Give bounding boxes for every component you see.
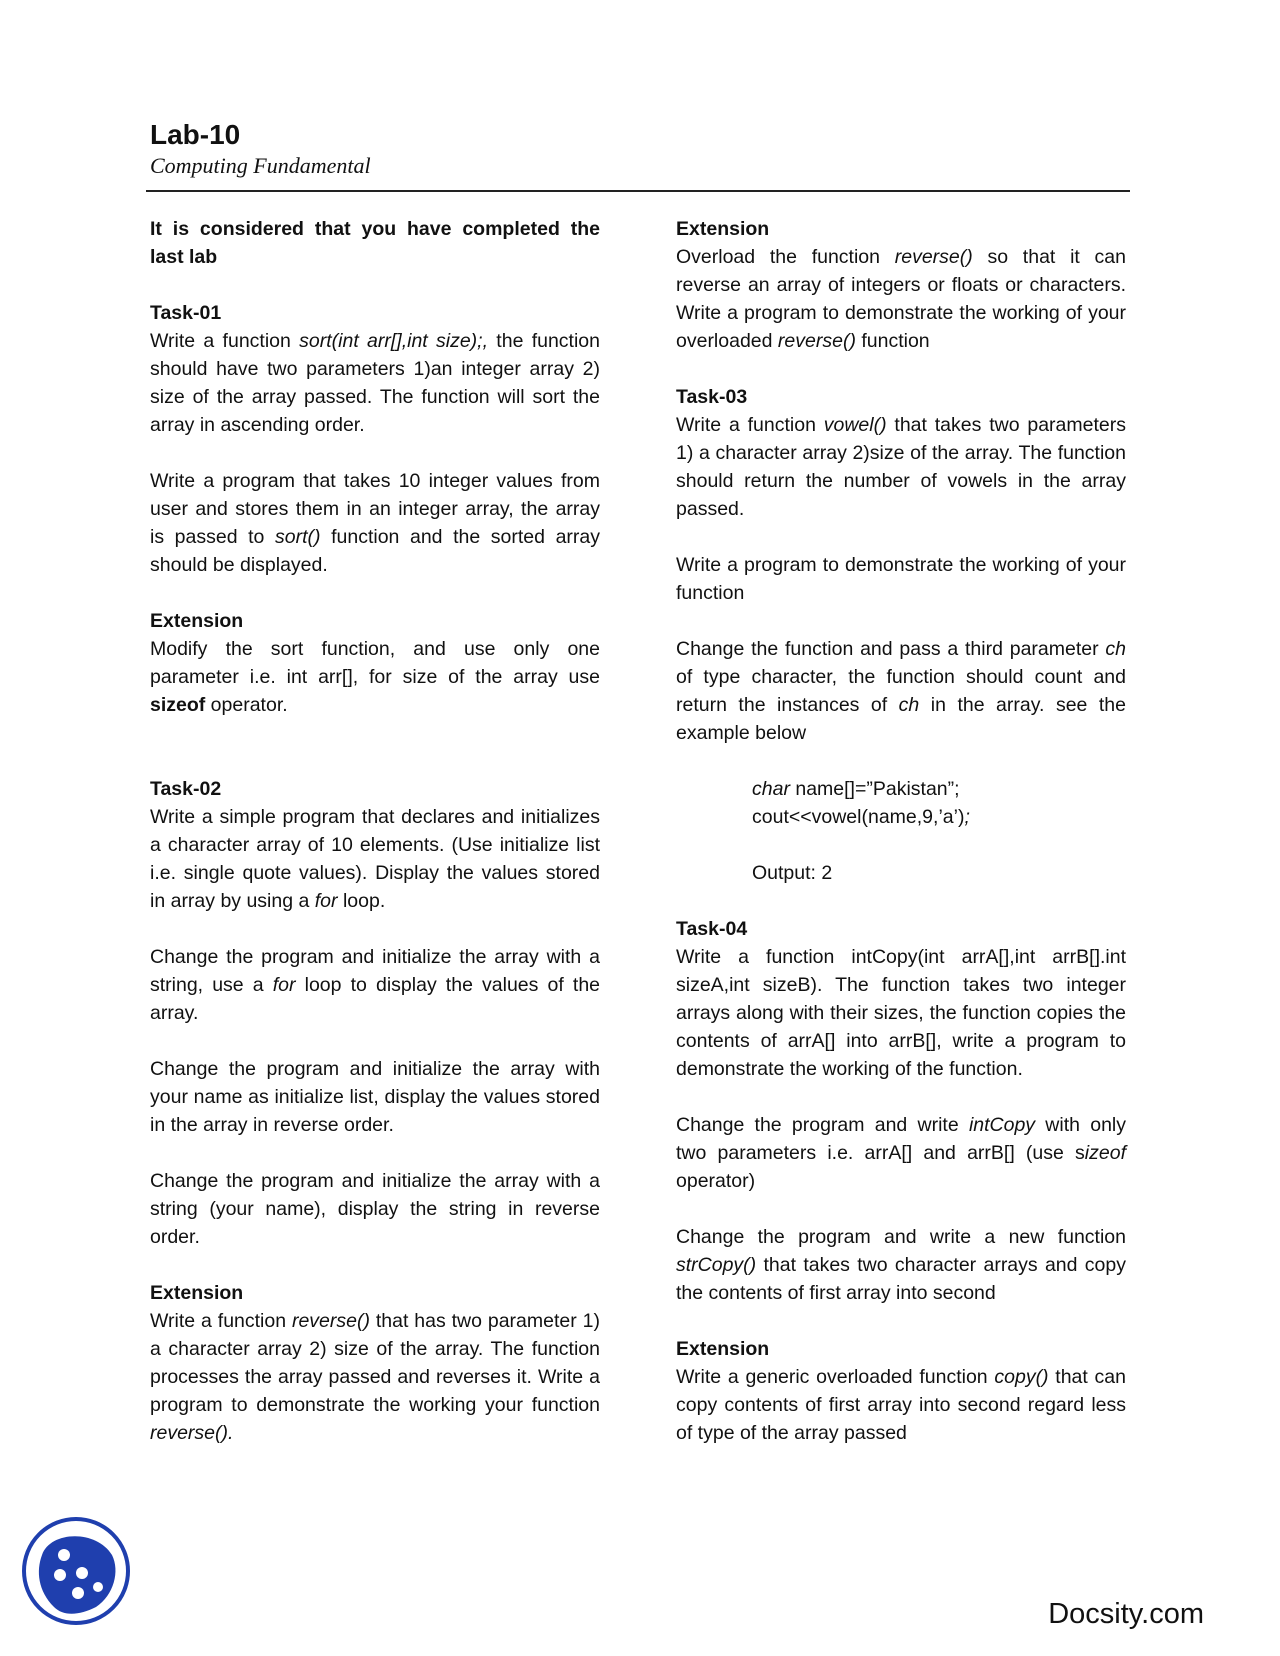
task-02-extension-text: Write a function reverse() that has two parameter 1) a character array 2) size of the array. The function processes the array passed and reverses it. Write a program to demonstrate the working your function reverse().: [150, 1310, 600, 1444]
task-02-step-string: Change the program and initialize the array with a string, use a for loop to display the values of the array.: [150, 946, 601, 1024]
task-04-description: Write a function intCopy(int arrA[],int arrB[].int sizeA,int sizeB). The function takes two integer arrays along with their sizes, the function copies the contents of arrA[] into arrB[], write a program to demonstrate the working of the function.: [676, 946, 1126, 1080]
task-04-extension-heading: Extension: [676, 1338, 770, 1360]
task-04-two-parameters-text: Change the program and write intCopy with only two parameters i.e. arrA[] and arrB[] (use sizeof operator): [676, 1114, 1126, 1192]
brand-name: Docsity: [1048, 1598, 1142, 1630]
task-02-extension-heading: Extension: [150, 1282, 244, 1304]
right-column: [676, 215, 1126, 1475]
task-01-description: Write a function sort(int arr[],int size);, the function should have two parameters 1)an integer array 2) size of the array passed. The function will sort the array in ascending order.: [150, 330, 600, 436]
page-header: [150, 118, 1130, 180]
task-01-extension-heading: Extension: [150, 610, 244, 632]
task-04-strcopy-text: Change the program and write a new function strCopy() that takes two character arrays and copy the contents of first array into second: [676, 1226, 1126, 1304]
header-divider: [146, 190, 1130, 192]
task-03-heading: Task-03: [676, 386, 748, 408]
task-01-heading: Task-01: [150, 302, 222, 324]
task-04-heading: Task-04: [676, 918, 748, 940]
task-02-step-name-string: Change the program and initialize the array with a string (your name), display the string in reverse order.: [150, 1170, 600, 1248]
intro-text: It is considered that you have completed the last lab: [150, 218, 600, 268]
docsity-brand-link[interactable]: [1048, 1598, 1204, 1631]
reverse-extension-text: Overload the function reverse() so that it can reverse an array of integers or floats or characters. Write a program to demonstrate the working of your overloaded reverse() function: [676, 246, 1126, 352]
docsity-logo-icon[interactable]: [20, 1515, 132, 1627]
task-03-third-parameter-text: Change the function and pass a third parameter ch of type character, the function should count and return the instances of ch in the array. see the example below: [676, 638, 1126, 744]
task-02-step-name-list: Change the program and initialize the array with your name as initialize list, display the values stored in the array in reverse order.: [150, 1058, 600, 1136]
task-04-extension-text: Write a generic overloaded function copy() that can copy contents of first array into second regard less of type of the array passed: [676, 1366, 1126, 1444]
left-column: [150, 215, 600, 1475]
lab-subtitle: Computing Fundamental: [150, 153, 371, 178]
code-line-cout: cout<<vowel(name,9,’a’);: [752, 806, 970, 828]
code-output: Output: 2: [752, 862, 833, 884]
task-01-extension-text: Modify the sort function, and use only one parameter i.e. int arr[], for size of the array use sizeof operator.: [150, 638, 600, 716]
task-01-program-description: Write a program that takes 10 integer values from user and stores them in an integer array, the array is passed to sort() function and the sorted array should be displayed.: [150, 470, 601, 576]
task-02-description: Write a simple program that declares and initializes a character array of 10 elements. (Use initialize list i.e. single quote values). Display the values stored in array by using a for loop.: [150, 806, 600, 912]
brand-domain: .com: [1141, 1598, 1204, 1630]
code-line-declaration: char name[]=”Pakistan”;: [752, 778, 960, 800]
task-02-heading: Task-02: [150, 778, 222, 800]
code-example: [676, 775, 1126, 887]
reverse-extension-heading: Extension: [676, 218, 770, 240]
lab-title: Lab-10: [150, 119, 241, 150]
task-03-description: Write a function vowel() that takes two parameters 1) a character array 2)size of the array. The function should return the number of vowels in the array passed.: [676, 414, 1126, 520]
task-03-program-text: Write a program to demonstrate the working of your function: [676, 554, 1126, 604]
